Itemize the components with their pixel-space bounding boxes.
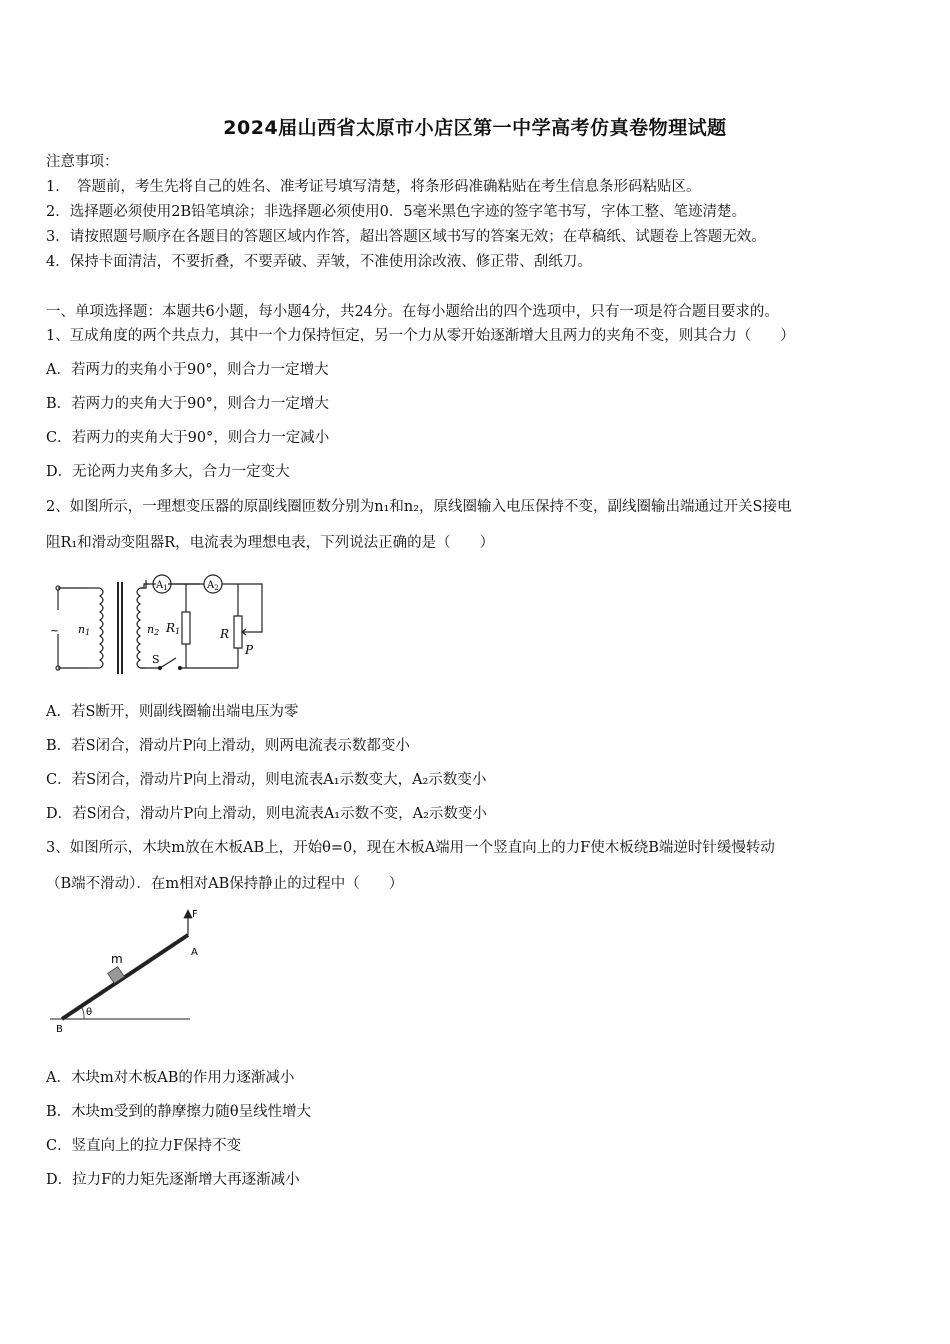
notice-item: 2．选择题必须使用2B铅笔填涂；非选择题必须使用0．5毫米黑色字迹的签字笔书写，字体工整、笔迹清楚。: [46, 204, 747, 220]
question-1-option-d: D．无论两力夹角多大，合力一定变大: [46, 464, 290, 480]
question-2-stem-line2: 阻R₁和滑动变阻器R，电流表为理想电表，下列说法正确的是（ ）: [46, 535, 495, 551]
page-title: 2024届山西省太原市小店区第一中学高考仿真卷物理试题: [223, 117, 727, 139]
ammeter-a2-label: $A_2$: [207, 580, 219, 592]
block-m-label: m: [111, 952, 123, 966]
question-2-option-b: B．若S闭合，滑动片P向上滑动，则两电流表示数都变小: [46, 738, 410, 754]
end-b-label: B: [56, 1024, 63, 1035]
question-3-option-d: D．拉力F的力矩先逐渐增大再逐渐减小: [46, 1172, 300, 1188]
notice-item: 3．请按照题号顺序在各题目的答题区域内作答，超出答题区域书写的答案无效；在草稿纸、试题卷上答题无效。: [46, 229, 766, 245]
slider-p-label: P: [245, 643, 254, 657]
angle-theta-label: θ: [86, 1007, 93, 1018]
question-3-stem-line2: （B端不滑动）．在m相对AB保持静止的过程中（ ）: [46, 876, 404, 892]
question-2-option-a: A．若S断开，则副线圈输出端电压为零: [46, 704, 299, 720]
question-1-stem: 1、互成角度的两个共点力，其中一个力保持恒定，另一个力从零开始逐渐增大且两力的夹角不变，则其合力（ ）: [46, 328, 795, 344]
label-n2: n2: [147, 623, 160, 637]
question-2-option-d: D．若S闭合，滑动片P向上滑动，则电流表A₁示数不变，A₂示数变小: [46, 806, 487, 822]
question-3-option-a: A．木块m对木板AB的作用力逐渐减小: [46, 1070, 295, 1086]
notice-item: 4．保持卡面清洁，不要折叠，不要弄破、弄皱，不准使用涂改液、修正带、刮纸刀。: [46, 254, 592, 270]
question-1-option-a: A．若两力的夹角小于90°，则合力一定增大: [46, 362, 329, 378]
question-2-option-c: C．若S闭合，滑动片P向上滑动，则电流表A₁示数变大，A₂示数变小: [46, 772, 487, 788]
resistor-r-label: R: [220, 627, 230, 641]
end-a-label: A: [191, 947, 198, 958]
question-1-option-c: C．若两力的夹角大于90°，则合力一定减小: [46, 430, 330, 446]
section-heading: 一、单项选择题：本题共6小题，每小题4分，共24分。在每小题给出的四个选项中，只有一项是符合题目要求的。: [46, 304, 779, 320]
question-3-option-b: B．木块m受到的静摩擦力随θ呈线性增大: [46, 1104, 312, 1120]
question-2-stem-line1: 2、如图所示，一理想变压器的原副线圈匝数分别为n₁和n₂，原线圈输入电压保持不变，副线圈输出端通过开关S接电: [46, 499, 792, 515]
force-f-label: F: [192, 909, 198, 920]
inclined-board-figure: [48, 905, 198, 1035]
ammeter-a1-label: $A_1$: [156, 580, 168, 592]
resistor-r1-label: R1: [166, 621, 181, 636]
notice-heading: 注意事项：: [46, 154, 119, 170]
label-n1: n1: [78, 623, 91, 637]
question-3-stem-line1: 3、如图所示，木块m放在木板AB上，开始θ=0，现在木板A端用一个竖直向上的力F使木板绕B端逆时针缓慢转动: [46, 840, 775, 856]
notice-item: 1． 答题前，考生先将自己的姓名、准考证号填写清楚，将条形码准确粘贴在考生信息条形码粘贴区。: [46, 179, 701, 195]
question-3-option-c: C．竖直向上的拉力F保持不变: [46, 1138, 242, 1154]
ac-source-symbol: ~: [50, 624, 60, 637]
switch-s-label: S: [152, 653, 160, 666]
transformer-circuit-figure: [48, 568, 278, 680]
question-1-option-b: B．若两力的夹角大于90°，则合力一定增大: [46, 396, 329, 412]
